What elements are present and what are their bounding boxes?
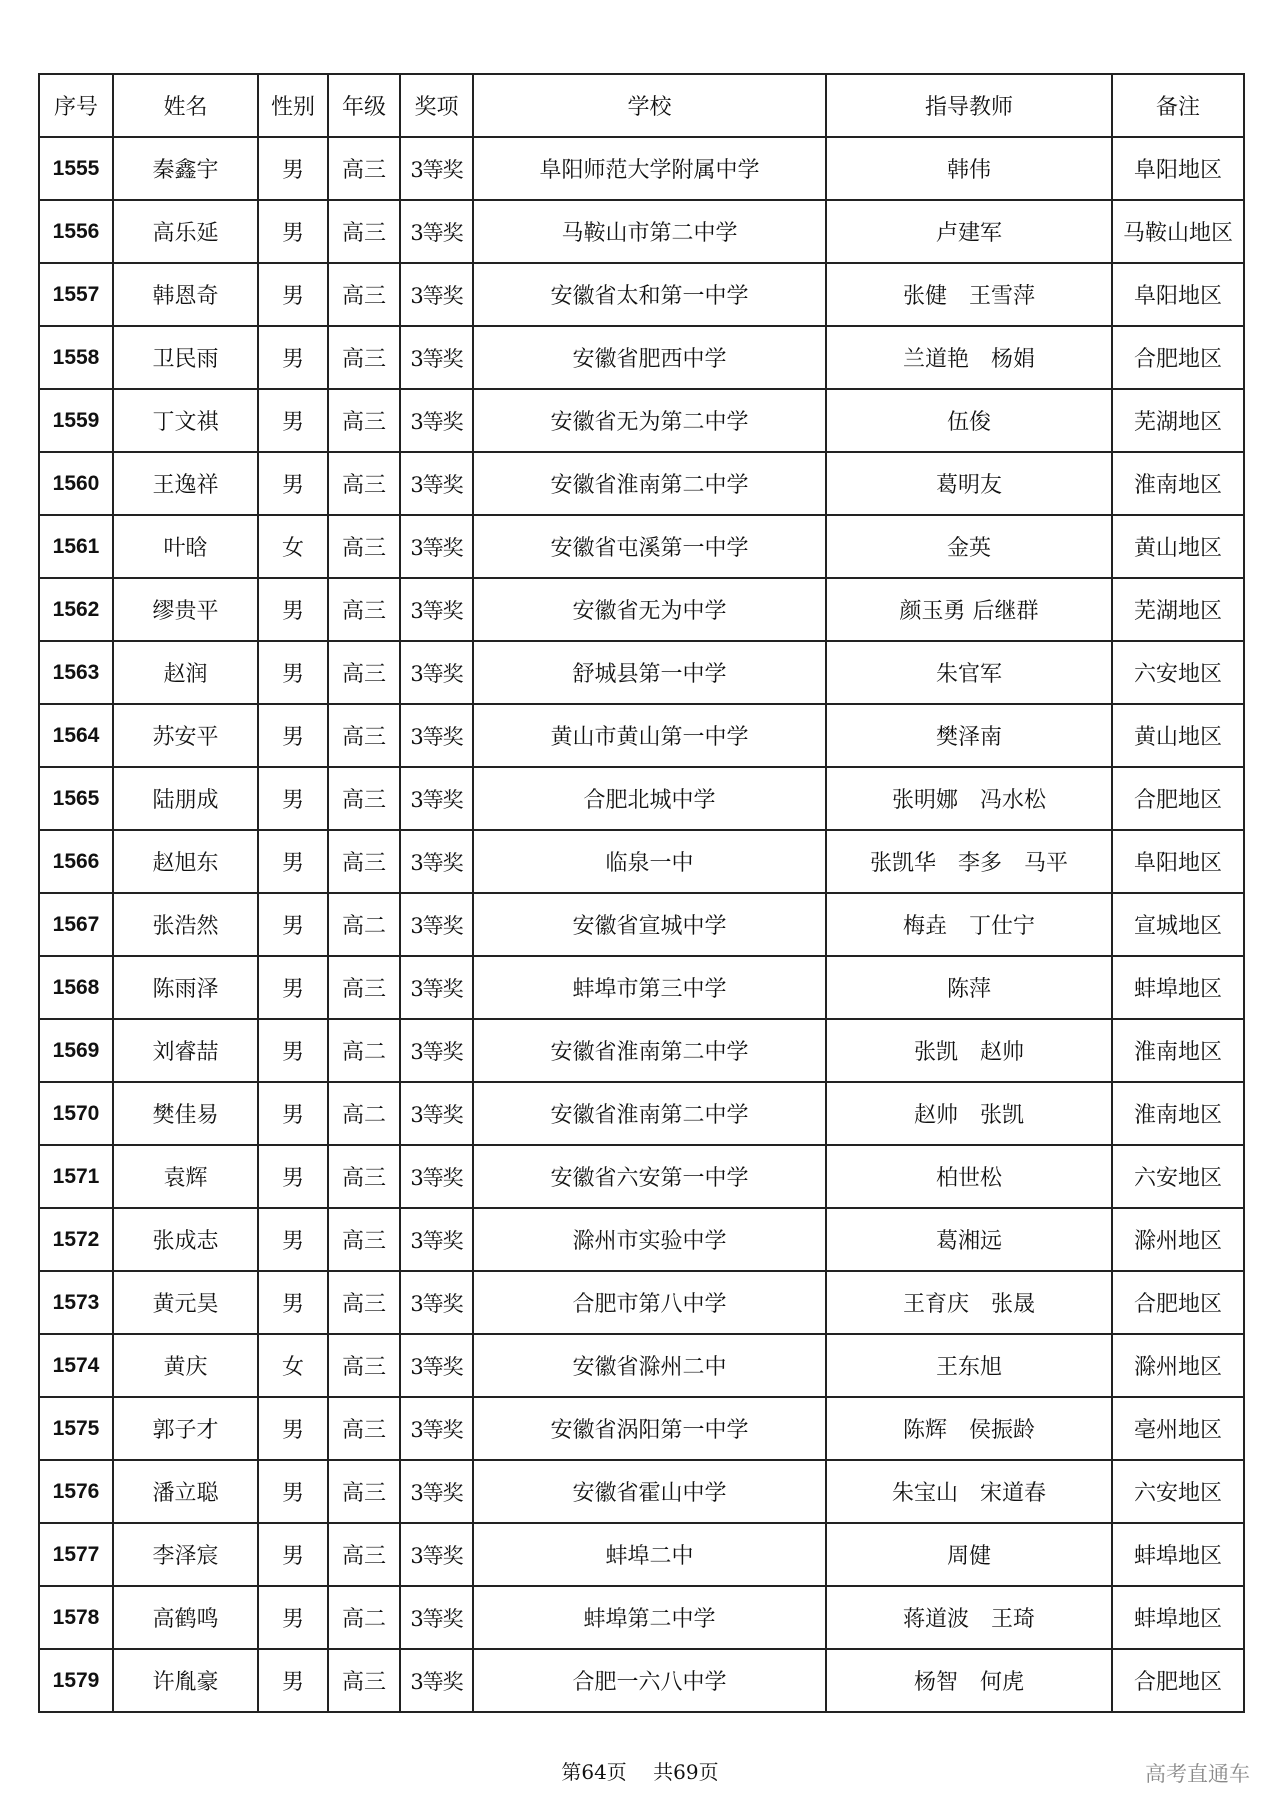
watermark: 高考直通车	[1145, 1762, 1250, 1786]
cell-teacher: 樊泽南	[826, 704, 1112, 767]
cell-teacher: 陈萍	[826, 956, 1112, 1019]
cell-school: 安徽省淮南第二中学	[473, 452, 826, 515]
cell-gender: 男	[258, 326, 328, 389]
cell-grade: 高三	[328, 200, 400, 263]
table-row	[39, 452, 1244, 515]
cell-name: 樊佳易	[113, 1082, 258, 1145]
cell-region: 滁州地区	[1112, 1334, 1244, 1397]
cell-gender: 男	[258, 200, 328, 263]
cell-seq: 1574	[39, 1334, 113, 1397]
cell-gender: 男	[258, 389, 328, 452]
cell-seq: 1572	[39, 1208, 113, 1271]
cell-gender: 男	[258, 1208, 328, 1271]
cell-name: 韩恩奇	[113, 263, 258, 326]
cell-seq: 1555	[39, 137, 113, 200]
cell-gender: 男	[258, 641, 328, 704]
cell-teacher: 葛湘远	[826, 1208, 1112, 1271]
header-remark: 备注	[1112, 74, 1244, 137]
cell-award: 3等奖	[400, 704, 473, 767]
cell-region: 亳州地区	[1112, 1397, 1244, 1460]
cell-teacher: 兰道艳 杨娟	[826, 326, 1112, 389]
cell-name: 陆朋成	[113, 767, 258, 830]
cell-seq: 1578	[39, 1586, 113, 1649]
header-school: 学校	[473, 74, 826, 137]
cell-grade: 高三	[328, 389, 400, 452]
cell-grade: 高三	[328, 1397, 400, 1460]
cell-seq: 1562	[39, 578, 113, 641]
cell-award: 3等奖	[400, 956, 473, 1019]
cell-gender: 男	[258, 956, 328, 1019]
cell-name: 缪贵平	[113, 578, 258, 641]
cell-teacher: 蒋道波 王琦	[826, 1586, 1112, 1649]
cell-school: 合肥一六八中学	[473, 1649, 826, 1712]
header-grade: 年级	[328, 74, 400, 137]
header-gender: 性别	[258, 74, 328, 137]
cell-grade: 高三	[328, 452, 400, 515]
cell-grade: 高三	[328, 326, 400, 389]
cell-seq: 1563	[39, 641, 113, 704]
cell-region: 阜阳地区	[1112, 137, 1244, 200]
cell-award: 3等奖	[400, 326, 473, 389]
table-row	[39, 1208, 1244, 1271]
table-row	[39, 704, 1244, 767]
cell-name: 李泽宸	[113, 1523, 258, 1586]
cell-award: 3等奖	[400, 1208, 473, 1271]
table-row	[39, 1586, 1244, 1649]
cell-award: 3等奖	[400, 1334, 473, 1397]
cell-teacher: 陈辉 侯振龄	[826, 1397, 1112, 1460]
cell-seq: 1568	[39, 956, 113, 1019]
header-row	[39, 74, 1244, 137]
cell-award: 3等奖	[400, 200, 473, 263]
cell-region: 阜阳地区	[1112, 830, 1244, 893]
table-row	[39, 893, 1244, 956]
table-row	[39, 263, 1244, 326]
cell-region: 六安地区	[1112, 641, 1244, 704]
cell-teacher: 张健 王雪萍	[826, 263, 1112, 326]
cell-school: 安徽省太和第一中学	[473, 263, 826, 326]
cell-region: 黄山地区	[1112, 704, 1244, 767]
cell-award: 3等奖	[400, 1082, 473, 1145]
cell-region: 马鞍山地区	[1112, 200, 1244, 263]
cell-school: 安徽省无为第二中学	[473, 389, 826, 452]
cell-award: 3等奖	[400, 1397, 473, 1460]
cell-grade: 高三	[328, 1145, 400, 1208]
cell-region: 淮南地区	[1112, 1082, 1244, 1145]
cell-grade: 高三	[328, 1271, 400, 1334]
cell-grade: 高三	[328, 1334, 400, 1397]
cell-teacher: 伍俊	[826, 389, 1112, 452]
cell-region: 宣城地区	[1112, 893, 1244, 956]
cell-seq: 1571	[39, 1145, 113, 1208]
cell-school: 安徽省涡阳第一中学	[473, 1397, 826, 1460]
cell-seq: 1579	[39, 1649, 113, 1712]
cell-region: 蚌埠地区	[1112, 1523, 1244, 1586]
cell-seq: 1564	[39, 704, 113, 767]
cell-teacher: 卢建军	[826, 200, 1112, 263]
cell-seq: 1556	[39, 200, 113, 263]
cell-award: 3等奖	[400, 515, 473, 578]
cell-award: 3等奖	[400, 578, 473, 641]
cell-grade: 高三	[328, 956, 400, 1019]
cell-name: 王逸祥	[113, 452, 258, 515]
cell-name: 黄庆	[113, 1334, 258, 1397]
cell-school: 蚌埠第二中学	[473, 1586, 826, 1649]
cell-region: 六安地区	[1112, 1145, 1244, 1208]
cell-school: 安徽省肥西中学	[473, 326, 826, 389]
page-footer	[0, 1756, 1280, 1785]
cell-seq: 1557	[39, 263, 113, 326]
cell-name: 高鹤鸣	[113, 1586, 258, 1649]
cell-award: 3等奖	[400, 389, 473, 452]
cell-gender: 男	[258, 578, 328, 641]
cell-region: 蚌埠地区	[1112, 1586, 1244, 1649]
cell-award: 3等奖	[400, 1460, 473, 1523]
cell-school: 安徽省淮南第二中学	[473, 1082, 826, 1145]
cell-school: 安徽省霍山中学	[473, 1460, 826, 1523]
cell-teacher: 张凯华 李多 马平	[826, 830, 1112, 893]
cell-teacher: 杨智 何虎	[826, 1649, 1112, 1712]
cell-grade: 高三	[328, 704, 400, 767]
cell-gender: 男	[258, 1460, 328, 1523]
cell-gender: 男	[258, 893, 328, 956]
cell-award: 3等奖	[400, 641, 473, 704]
cell-gender: 男	[258, 1019, 328, 1082]
cell-name: 陈雨泽	[113, 956, 258, 1019]
table-row	[39, 1523, 1244, 1586]
cell-seq: 1561	[39, 515, 113, 578]
cell-region: 合肥地区	[1112, 767, 1244, 830]
header-seq: 序号	[39, 74, 113, 137]
cell-school: 阜阳师范大学附属中学	[473, 137, 826, 200]
cell-region: 合肥地区	[1112, 1271, 1244, 1334]
cell-award: 3等奖	[400, 830, 473, 893]
table-row	[39, 1082, 1244, 1145]
cell-gender: 男	[258, 137, 328, 200]
cell-school: 安徽省淮南第二中学	[473, 1019, 826, 1082]
cell-name: 刘睿喆	[113, 1019, 258, 1082]
cell-school: 马鞍山市第二中学	[473, 200, 826, 263]
cell-award: 3等奖	[400, 263, 473, 326]
cell-seq: 1567	[39, 893, 113, 956]
cell-name: 黄元昊	[113, 1271, 258, 1334]
cell-teacher: 王东旭	[826, 1334, 1112, 1397]
cell-award: 3等奖	[400, 1649, 473, 1712]
cell-grade: 高三	[328, 137, 400, 200]
cell-teacher: 张凯 赵帅	[826, 1019, 1112, 1082]
cell-region: 蚌埠地区	[1112, 956, 1244, 1019]
cell-name: 袁辉	[113, 1145, 258, 1208]
cell-teacher: 王育庆 张晟	[826, 1271, 1112, 1334]
cell-school: 安徽省六安第一中学	[473, 1145, 826, 1208]
table-row	[39, 1145, 1244, 1208]
cell-seq: 1576	[39, 1460, 113, 1523]
cell-gender: 男	[258, 452, 328, 515]
cell-award: 3等奖	[400, 1523, 473, 1586]
cell-teacher: 赵帅 张凯	[826, 1082, 1112, 1145]
cell-name: 苏安平	[113, 704, 258, 767]
cell-grade: 高二	[328, 893, 400, 956]
table-row	[39, 137, 1244, 200]
table-row	[39, 767, 1244, 830]
cell-seq: 1559	[39, 389, 113, 452]
cell-name: 卫民雨	[113, 326, 258, 389]
cell-grade: 高二	[328, 1586, 400, 1649]
cell-name: 张浩然	[113, 893, 258, 956]
cell-gender: 男	[258, 1649, 328, 1712]
cell-name: 叶晗	[113, 515, 258, 578]
cell-award: 3等奖	[400, 452, 473, 515]
page-number: 第64页	[561, 1760, 627, 1784]
cell-teacher: 柏世松	[826, 1145, 1112, 1208]
cell-school: 安徽省宣城中学	[473, 893, 826, 956]
cell-gender: 男	[258, 1271, 328, 1334]
cell-teacher: 张明娜 冯水松	[826, 767, 1112, 830]
table-row	[39, 1019, 1244, 1082]
cell-gender: 男	[258, 1586, 328, 1649]
cell-school: 安徽省无为中学	[473, 578, 826, 641]
cell-name: 丁文祺	[113, 389, 258, 452]
cell-region: 芜湖地区	[1112, 578, 1244, 641]
table-body	[39, 137, 1244, 1712]
cell-school: 合肥北城中学	[473, 767, 826, 830]
cell-gender: 男	[258, 767, 328, 830]
cell-school: 黄山市黄山第一中学	[473, 704, 826, 767]
cell-region: 淮南地区	[1112, 452, 1244, 515]
cell-gender: 男	[258, 1145, 328, 1208]
table-row	[39, 515, 1244, 578]
cell-school: 安徽省屯溪第一中学	[473, 515, 826, 578]
cell-seq: 1575	[39, 1397, 113, 1460]
cell-grade: 高三	[328, 1208, 400, 1271]
cell-region: 滁州地区	[1112, 1208, 1244, 1271]
cell-award: 3等奖	[400, 767, 473, 830]
cell-region: 芜湖地区	[1112, 389, 1244, 452]
cell-seq: 1565	[39, 767, 113, 830]
page-total: 共69页	[653, 1760, 719, 1784]
cell-grade: 高三	[328, 767, 400, 830]
cell-name: 赵润	[113, 641, 258, 704]
table-row	[39, 641, 1244, 704]
cell-seq: 1577	[39, 1523, 113, 1586]
table-row	[39, 326, 1244, 389]
cell-gender: 男	[258, 830, 328, 893]
cell-region: 合肥地区	[1112, 326, 1244, 389]
header-award: 奖项	[400, 74, 473, 137]
table-row	[39, 830, 1244, 893]
cell-seq: 1570	[39, 1082, 113, 1145]
table-row	[39, 1460, 1244, 1523]
header-teacher: 指导教师	[826, 74, 1112, 137]
cell-grade: 高三	[328, 641, 400, 704]
cell-award: 3等奖	[400, 893, 473, 956]
cell-teacher: 韩伟	[826, 137, 1112, 200]
cell-school: 滁州市实验中学	[473, 1208, 826, 1271]
cell-grade: 高三	[328, 830, 400, 893]
awards-table	[38, 73, 1245, 1713]
cell-region: 淮南地区	[1112, 1019, 1244, 1082]
cell-grade: 高二	[328, 1082, 400, 1145]
cell-grade: 高三	[328, 1460, 400, 1523]
cell-teacher: 颜玉勇 后继群	[826, 578, 1112, 641]
cell-award: 3等奖	[400, 137, 473, 200]
cell-grade: 高三	[328, 1649, 400, 1712]
cell-seq: 1569	[39, 1019, 113, 1082]
cell-gender: 男	[258, 704, 328, 767]
cell-region: 黄山地区	[1112, 515, 1244, 578]
table-row	[39, 1334, 1244, 1397]
cell-school: 蚌埠市第三中学	[473, 956, 826, 1019]
cell-region: 合肥地区	[1112, 1649, 1244, 1712]
cell-gender: 女	[258, 1334, 328, 1397]
cell-gender: 男	[258, 1082, 328, 1145]
table-row	[39, 1649, 1244, 1712]
cell-school: 蚌埠二中	[473, 1523, 826, 1586]
cell-grade: 高三	[328, 515, 400, 578]
table-row	[39, 578, 1244, 641]
cell-award: 3等奖	[400, 1586, 473, 1649]
cell-teacher: 梅垚 丁仕宁	[826, 893, 1112, 956]
cell-name: 高乐延	[113, 200, 258, 263]
cell-school: 舒城县第一中学	[473, 641, 826, 704]
cell-teacher: 葛明友	[826, 452, 1112, 515]
header-name: 姓名	[113, 74, 258, 137]
cell-region: 六安地区	[1112, 1460, 1244, 1523]
table-row	[39, 389, 1244, 452]
cell-school: 临泉一中	[473, 830, 826, 893]
cell-name: 秦鑫宇	[113, 137, 258, 200]
cell-name: 郭子才	[113, 1397, 258, 1460]
cell-name: 张成志	[113, 1208, 258, 1271]
cell-gender: 男	[258, 263, 328, 326]
cell-name: 许胤豪	[113, 1649, 258, 1712]
cell-award: 3等奖	[400, 1019, 473, 1082]
table-row	[39, 200, 1244, 263]
cell-gender: 男	[258, 1397, 328, 1460]
cell-grade: 高三	[328, 578, 400, 641]
cell-teacher: 金英	[826, 515, 1112, 578]
cell-teacher: 朱宝山 宋道春	[826, 1460, 1112, 1523]
cell-gender: 男	[258, 1523, 328, 1586]
table-row	[39, 956, 1244, 1019]
cell-seq: 1560	[39, 452, 113, 515]
cell-grade: 高二	[328, 1019, 400, 1082]
table-row	[39, 1397, 1244, 1460]
cell-seq: 1566	[39, 830, 113, 893]
cell-name: 潘立聪	[113, 1460, 258, 1523]
cell-region: 阜阳地区	[1112, 263, 1244, 326]
cell-seq: 1558	[39, 326, 113, 389]
table-row	[39, 1271, 1244, 1334]
cell-grade: 高三	[328, 263, 400, 326]
cell-teacher: 周健	[826, 1523, 1112, 1586]
cell-award: 3等奖	[400, 1145, 473, 1208]
cell-name: 赵旭东	[113, 830, 258, 893]
cell-teacher: 朱官军	[826, 641, 1112, 704]
cell-school: 安徽省滁州二中	[473, 1334, 826, 1397]
cell-gender: 女	[258, 515, 328, 578]
cell-award: 3等奖	[400, 1271, 473, 1334]
cell-seq: 1573	[39, 1271, 113, 1334]
cell-school: 合肥市第八中学	[473, 1271, 826, 1334]
cell-grade: 高三	[328, 1523, 400, 1586]
